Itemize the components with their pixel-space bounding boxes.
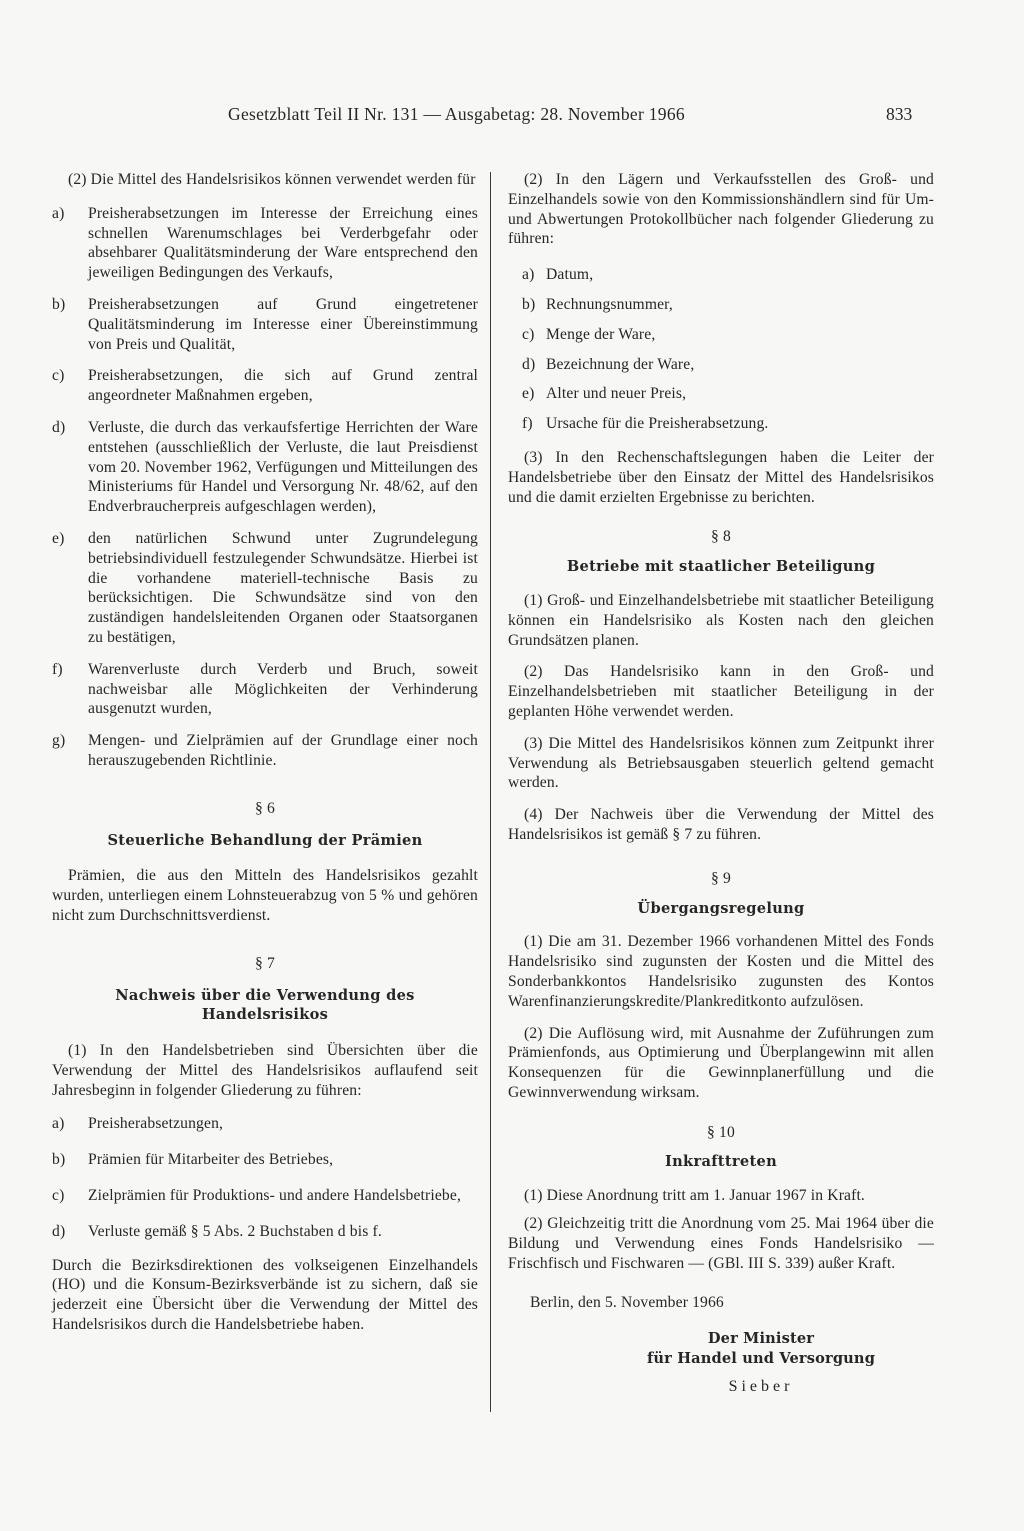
section-9-paragraph-1: (1) Die am 31. Dezember 1966 vorhandenen Mittel des Fonds Handelsrisiko sind zugunsten der Kosten und die Mittel des Sonderbankkontos Handelsrisiko zugunsten des Kontos Warenfinanzierungskredite/Plankreditkonto aufzulösen. (508, 933, 934, 1010)
item-text: Preisherabsetzungen im Interesse der Erreichung eines schnellen Warenumschlages bei Verderbgefahr oder absehbarer Qualitätsminderung der Ware entsprechend den jeweiligen Bedingungen des Verkaufs, (88, 204, 478, 282)
item-text: Ursache für die Preisherabsetzung. (546, 415, 769, 433)
list-item (522, 414, 934, 434)
item-text: Datum, (546, 266, 594, 284)
paragraph-2-intro: (2) Die Mittel des Handelsrisikos können verwendet werden für (68, 171, 476, 188)
list-item (52, 660, 478, 719)
paragraph-3-report: (3) In den Rechenschaftslegungen haben die Leiter der Handelsbetriebe über den Einsatz der Mittel des Handelsrisikos und die damit erzielten Ergebnisse zu berichten. (508, 448, 934, 506)
page-number: 833 (886, 104, 913, 124)
item-text: Prämien für Mitarbeiter des Betriebes, (88, 1151, 334, 1169)
item-label: f) (522, 415, 533, 433)
item-text: Verluste gemäß § 5 Abs. 2 Buchstaben d bis f. (88, 1222, 382, 1240)
item-text: Alter und neuer Preis, (546, 385, 687, 403)
section-9-heading: Übergangsregelung (637, 899, 805, 917)
item-text: Preisherabsetzungen auf Grund eingetretener Qualitätsminderung im Interesse einer Übereinstimmung von Preis und Qualität, (88, 295, 478, 353)
item-label: c) (522, 325, 535, 343)
item-label: e) (52, 529, 65, 547)
overview-list (52, 1114, 478, 1241)
list-item (52, 1186, 478, 1206)
list-item (52, 295, 478, 354)
item-label: b) (52, 295, 66, 313)
list-item (522, 384, 934, 404)
column-divider (490, 172, 491, 1412)
item-label: d) (522, 355, 536, 373)
section-10-paragraph-2: (2) Gleichzeitig tritt die Anordnung vom 25. Mai 1964 über die Bildung und Verwendung eines Fonds Handelsrisiko — Frischfisch und Fischwaren — (GBl. III S. 339) außer Kraft. (508, 1215, 934, 1272)
list-item (52, 204, 478, 283)
list-item (52, 731, 478, 771)
item-label: d) (52, 1222, 66, 1240)
place-and-date: Berlin, den 5. November 1966 (530, 1294, 724, 1312)
list-item (52, 1150, 478, 1170)
item-label: d) (52, 418, 66, 436)
section-7-paragraph-1: (1) In den Handelsbetrieben sind Übersichten über die Verwendung der Mittel des Handelsrisikos auflaufend seit Jahresbeginn in folgender Gliederung zu führen: (52, 1042, 478, 1099)
item-text: Rechnungsnummer, (546, 295, 673, 313)
section-7-number: § 7 (255, 954, 275, 972)
section-10-heading: Inkrafttreten (665, 1153, 777, 1171)
item-text: Preisherabsetzungen, (88, 1115, 224, 1133)
item-label: b) (522, 295, 536, 313)
page-header (0, 104, 1024, 132)
item-label: c) (52, 367, 65, 385)
item-label: a) (52, 204, 65, 222)
left-column (52, 170, 478, 1335)
list-item (52, 1222, 478, 1242)
list-item (522, 295, 934, 315)
item-text: Menge der Ware, (546, 325, 656, 343)
section-9-number: § 9 (711, 869, 731, 887)
section-10-paragraph-1: (1) Diese Anordnung tritt am 1. Januar 1967 in Kraft. (524, 1187, 865, 1205)
list-item (52, 1114, 478, 1134)
section-8-paragraph-1: (1) Groß- und Einzelhandelsbetriebe mit staatlicher Beteiligung können ein Handelsrisiko als Kosten nach den gleichen Grundsätzen planen. (508, 591, 934, 649)
gazette-title: Gesetzblatt Teil II Nr. 131 — Ausgabetag: 28. November 1966 (228, 104, 685, 124)
item-text: Preisherabsetzungen, die sich auf Grund zentral angeordneter Maßnahmen ergeben, (88, 367, 478, 405)
section-8-heading: Betriebe mit staatlicher Beteiligung (566, 558, 876, 576)
list-item (52, 529, 478, 648)
section-7-paragraph-2: Durch die Bezirksdirektionen des volkseigenen Einzelhandels (HO) und die Konsum-Bezirksverbände ist zu sichern, daß sie jederzeit eine Übersicht über die Verwendung der Mittel des Handelsrisikos durch die Handelsbetriebe haben. (52, 1256, 478, 1334)
signature-block (508, 1329, 934, 1397)
item-text: Warenverluste durch Verderb und Bruch, soweit nachweisbar alle Möglichkeiten der Verhinderung ausgenutzt wurden, (88, 660, 478, 718)
list-item (522, 325, 934, 345)
item-label: g) (52, 732, 66, 750)
signature-ministry: für Handel und Versorgung (646, 1350, 876, 1368)
section-9-paragraph-2: (2) Die Auflösung wird, mit Ausnahme der Zuführungen zum Prämienfonds, aus Optimierung und Überplangewinn mit allen Konsequenzen für die Gewinnplanerfüllung und die Gewinnverwendung wirksam. (508, 1024, 934, 1101)
usage-list (52, 204, 478, 771)
item-text: Verluste, die durch das verkaufsfertige Herrichten der Ware entstehen (ausschließlich der Verluste, die laut Preisdienst vom 20. November 1962, Verfügungen und Mitteilungen des Ministeriums für Handel und Versorgung Nr. 48/62, auf den Endverbraucherpreis aufgeschlagen werden), (88, 418, 478, 516)
item-text: Mengen- und Zielprämien auf der Grundlage einer noch herauszugebenden Richtlinie. (88, 732, 478, 769)
section-8-paragraph-3: (3) Die Mittel des Handelsrisikos können zum Zeitpunkt ihrer Verwendung als Betriebsausgaben steuerlich geltend gemacht werden. (508, 734, 934, 792)
section-6-number: § 6 (255, 799, 275, 817)
list-item (522, 355, 934, 375)
item-label: b) (52, 1151, 66, 1169)
signature-name: Sieber (728, 1378, 794, 1396)
list-item (52, 418, 478, 517)
paragraph-2-protocol: (2) In den Lägern und Verkaufsstellen des Groß- und Einzelhandels sowie von den Kommissionshändlern sind für Um- und Abwertungen Protokollbücher nach folgender Gliederung zu führen: (508, 171, 934, 248)
item-label: a) (522, 266, 535, 284)
item-label: c) (52, 1187, 65, 1205)
item-label: a) (52, 1115, 65, 1133)
item-text: den natürlichen Schwund unter Zugrundelegung betriebsindividuell festzulegender Schwundsätze. Hierbei ist die vorhandene materiell-technische Basis zu berücksichtigen. Die Schwundsätze sind von den zuständigen handelsleitenden Organen oder Staatsorganen zu bestätigen, (88, 529, 478, 646)
section-7-heading: Nachweis über die Verwendung des Handelsrisikos (115, 986, 415, 1024)
item-text: Zielprämien für Produktions- und andere Handelsbetriebe, (88, 1187, 462, 1205)
right-column (508, 170, 934, 1397)
list-item (52, 366, 478, 406)
protocol-list (508, 265, 934, 434)
section-8-number: § 8 (711, 528, 731, 546)
section-10-number: § 10 (707, 1123, 735, 1141)
section-6-heading: Steuerliche Behandlung der Prämien (107, 831, 423, 849)
section-6-text: Prämien, die aus den Mitteln des Handelsrisikos gezahlt wurden, unterliegen einem Lohnsteuerabzug von 5 % und gehören nicht zum Durchschnittsverdienst. (52, 867, 478, 924)
list-item (522, 265, 934, 285)
item-label: e) (522, 385, 535, 403)
item-label: f) (52, 660, 63, 678)
signature-title: Der Minister (707, 1330, 815, 1348)
section-8-paragraph-2: (2) Das Handelsrisiko kann in den Groß- und Einzelhandelsbetrieben mit staatlicher Beteiligung in der geplanten Höhe verwendet werden. (508, 663, 934, 720)
item-text: Bezeichnung der Ware, (546, 355, 695, 373)
section-8-paragraph-4: (4) Der Nachweis über die Verwendung der Mittel des Handelsrisikos ist gemäß § 7 zu führen. (508, 806, 934, 843)
